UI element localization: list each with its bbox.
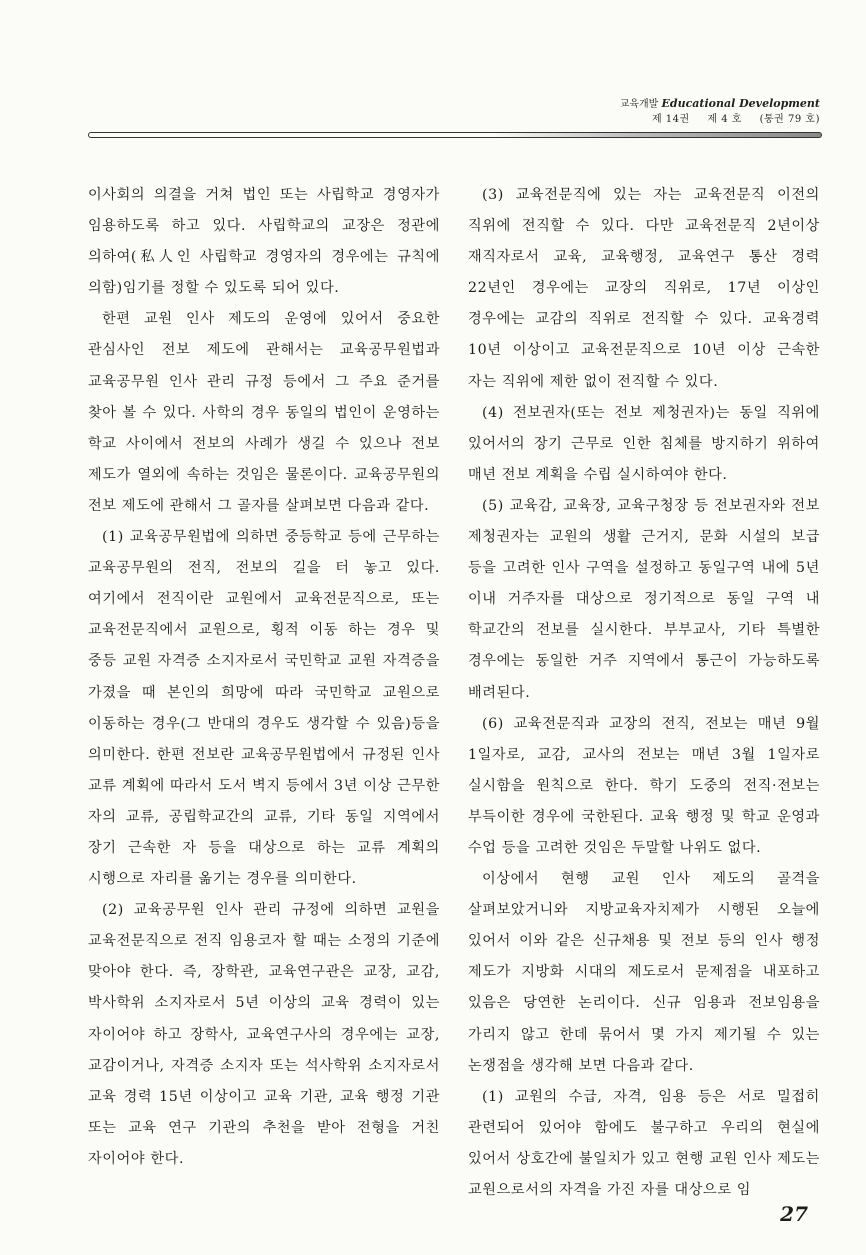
volume-label: 제 14권 [651, 114, 690, 125]
journal-title-ko: 교육개발 [619, 99, 659, 110]
journal-title-en: Educational Development [661, 97, 820, 110]
paragraph: (1) 교육공무원법에 의하면 중등학교 등에 근무하는 교육공무원의 전직, 전보의 길을 터 놓고 있다. 여기에서 전직이란 교원에서 교육전문직으로, 또는 교육전문직에서 교원으로, 횡적 이동 하는 경우 및 중등 교원 자격증 소지자로서 국민학교 교원 자격증을 가졌을 때 본인의 희망에 따라 국민학교 교원으로 이동하는 경우(그 반대의 경우도 생각할 수 있음)등을 의미한다. 한편 전보란 교육공무원법에서 규정된 인사 교류 계획에 따라서 도서 벽지 등에서 3년 이상 근무한 자의 교류, 공립학교간의 교류, 기타 동일 지역에서 장기 근속한 자 등을 대상으로 하는 교류 계획의 시행으로 자리를 옮기는 경우를 의미한다. [88, 529, 440, 888]
total-issue-label: (통권 79 호) [759, 114, 820, 125]
paragraph: (4) 전보권자(또는 전보 제청권자)는 동일 직위에 있어서의 장기 근무로 인한 침체를 방지하기 위하여 매년 전보 계획을 수립 실시하여야 한다. [468, 404, 820, 483]
page-number: 27 [780, 1202, 808, 1226]
paragraph: 이상에서 현행 교원 인사 제도의 골격을 살펴보았거니와 지방교육자치제가 시행된 오늘에 있어서 이와 같은 신규채용 및 전보 등의 인사 행정 제도가 지방화 시대의 제도로서 문제점을 내포하고 있음은 당연한 논리이다. 신규 임용과 전보임용을 가리지 않고 한데 묶어서 몇 가지 제기될 수 있는 논쟁점을 생각해 보면 다음과 같다. [468, 871, 820, 1074]
paragraph: (5) 교육감, 교육장, 교육구청장 등 전보권자와 전보 제청권자는 교원의 생활 근거지, 문화 시설의 보급 등을 고려한 인사 구역을 설정하고 동일구역 내에 5년 이내 거주자를 대상으로 정기적으로 동일 구역 내 학교간의 전보를 실시한다. 부부교사, 기타 특별한 경우에는 동일한 거주 지역에서 통근이 가능하도록 배려된다. [468, 497, 820, 701]
right-column [468, 180, 820, 1206]
paragraph: (2) 교육공무원 인사 관리 규정에 의하면 교원을 교육전문직으로 전직 임용코자 할 때는 소정의 기준에 맞아야 한다. 즉, 장학관, 교육연구관은 교장, 교감, 박사학위 소지자로서 5년 이상의 교육 경력이 있는 자이어야 하고 장학사, 교육연구사의 경우에는 교장, 교감이거나, 자격증 소지자 또는 석사학위 소지자로서 교육 경력 15년 이상이고 교육 기관, 교육 행정 기관 또는 교육 연구 기관의 추천을 받아 전형을 거친 자이어야 한다. [88, 902, 440, 1167]
paragraph: (6) 교육전문직과 교장의 전직, 전보는 매년 9월 1일자로, 교감, 교사의 전보는 매년 3월 1일자로 실시함을 원칙으로 한다. 학기 도중의 전직·전보는 부득이한 경우에 국한된다. 교육 행정 및 학교 운영과 수업 등을 고려한 것임은 두말할 나위도 없다. [468, 715, 820, 856]
running-header [620, 96, 820, 127]
issue-label: 제 4 호 [707, 114, 742, 125]
left-column [88, 180, 440, 1175]
paragraph: (1) 교원의 수급, 자격, 임용 등은 서로 밀접히 관련되어 있어야 함에도 불구하고 우리의 현실에 있어서 상호간에 불일치가 있고 현행 교원 인사 제도는 교원으로서의 자격을 가진 자를 대상으로 임 [468, 1088, 820, 1198]
paragraph: 한편 교원 인사 제도의 운영에 있어서 중요한 관심사인 전보 제도에 관해서는 교육공무원법과 교육공무원 인사 관리 규정 등에서 그 주요 준거를 찾아 볼 수 있다. 사학의 경우 동일의 법인이 운영하는 학교 사이에서 전보의 사례가 생길 수 있으나 전보 제도가 열외에 속하는 것임은 물론이다. 교육공무원의 전보 제도에 관해서 그 골자를 살펴보면 다음과 같다. [88, 311, 440, 514]
paragraph: (3) 교육전문직에 있는 자는 교육전문직 이전의 직위에 전직할 수 있다. 다만 교육전문직 2년이상 재직자로서 교육, 교육행정, 교육연구 통산 경력 22년인 경우에는 교장의 직위로, 17년 이상인 경우에는 교감의 직위로 전직할 수 있다. 교육경력 10년 이상이고 교육전문직으로 10년 이상 근속한 자는 직위에 제한 없이 전직할 수 있다. [468, 187, 820, 390]
paragraph: 이사회의 의결을 거쳐 법인 또는 사립학교 경영자가 임용하도록 하고 있다. 사립학교의 교장은 정관에 의하여(私人인 사립학교 경영자의 경우에는 규칙에 의함)임기를 정할 수 있도록 되어 있다. [88, 187, 440, 297]
header-rule [88, 132, 822, 138]
